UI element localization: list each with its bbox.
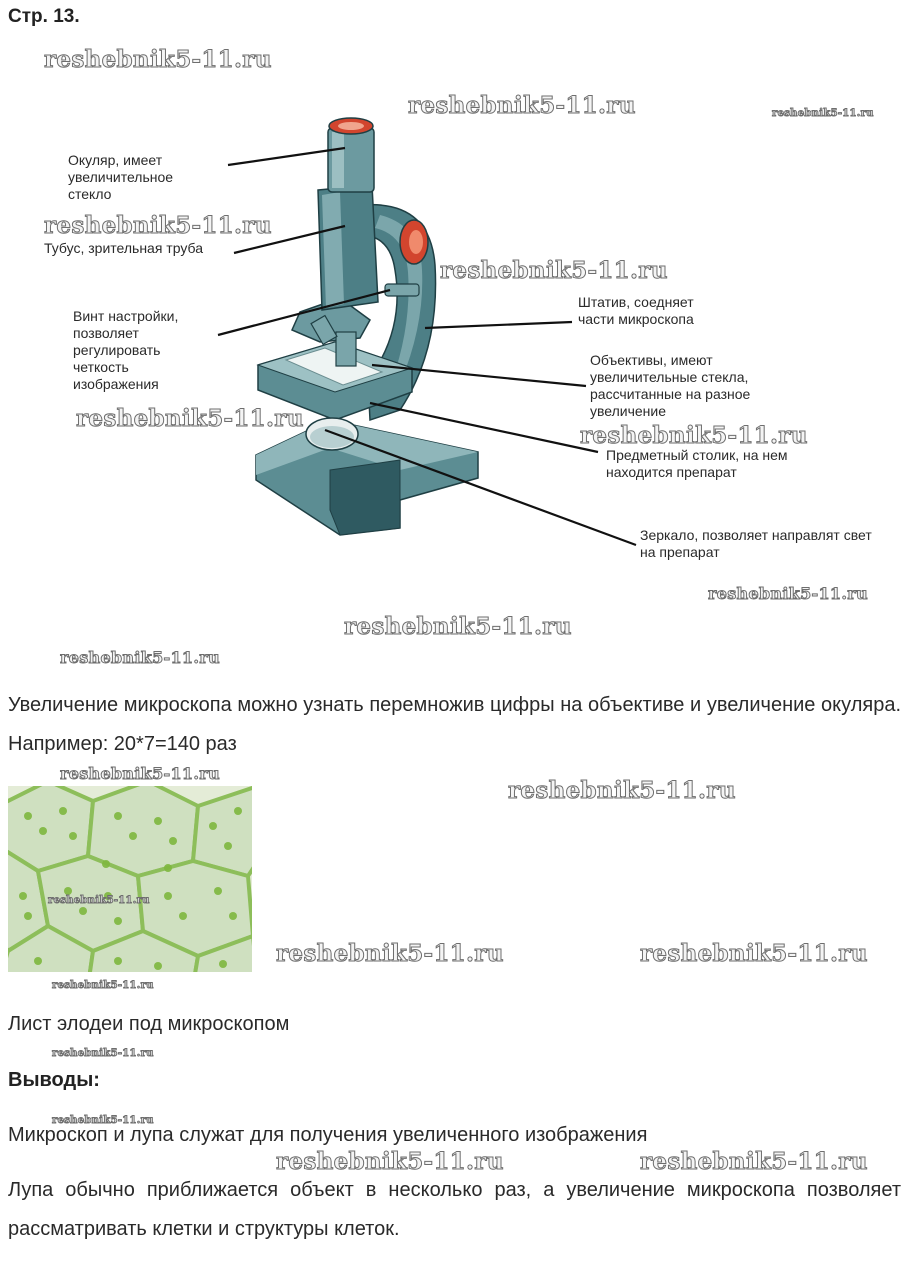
watermark: reshebnik5-11.ru	[708, 584, 868, 603]
watermark: reshebnik5-11.ru	[52, 1048, 154, 1059]
watermark: reshebnik5-11.ru	[44, 212, 272, 239]
watermark: reshebnik5-11.ru	[276, 1148, 504, 1175]
label-mirror: Зеркало, позволяет направлят свет на препарат	[640, 527, 872, 560]
elodea-cells-image	[8, 786, 252, 972]
label-tube: Тубус, зрительная труба	[44, 240, 203, 256]
watermark: reshebnik5-11.ru	[60, 648, 220, 667]
watermark: reshebnik5-11.ru	[440, 257, 668, 284]
watermark: reshebnik5-11.ru	[52, 1115, 154, 1126]
page-label: Стр. 13.	[8, 6, 80, 27]
conclusions-heading: Выводы:	[8, 1069, 100, 1091]
watermark: reshebnik5-11.ru	[640, 940, 868, 967]
label-focus-screw: Винт настройки, позволяет регулировать четкость изображения	[73, 308, 179, 392]
watermark: reshebnik5-11.ru	[76, 405, 304, 432]
label-stage: Предметный столик, на нем находится препарат	[606, 447, 788, 480]
conclusion-2: Лупа обычно приближается объект в несколько раз, а увеличение микроскопа позволяет рассматривать клетки и структуры клеток.	[8, 1179, 901, 1240]
watermark: reshebnik5-11.ru	[508, 777, 736, 804]
watermark: reshebnik5-11.ru	[52, 980, 154, 991]
label-objectives: Объективы, имеют увеличительные стекла, рассчитанные на разное увеличение	[590, 352, 751, 419]
watermark: reshebnik5-11.ru	[344, 613, 572, 640]
magnification-paragraph: Увеличение микроскопа можно узнать перемножив цифры на объективе и увеличение окуляра. Например: 20*7=140 раз	[8, 694, 901, 755]
watermark: reshebnik5-11.ru	[640, 1148, 868, 1175]
photo-caption: Лист элодеи под микроскопом	[8, 1013, 290, 1035]
watermark: reshebnik5-11.ru	[408, 92, 636, 119]
elodea-photo	[8, 786, 252, 972]
label-stand: Штатив, соедняет части микроскопа	[578, 294, 694, 327]
watermark: reshebnik5-11.ru	[276, 940, 504, 967]
watermark: reshebnik5-11.ru	[48, 895, 150, 906]
watermark: reshebnik5-11.ru	[580, 422, 808, 449]
conclusion-1: Микроскоп и лупа служат для получения увеличенного изображения	[8, 1124, 648, 1146]
watermark: reshebnik5-11.ru	[60, 764, 220, 783]
watermark: reshebnik5-11.ru	[44, 46, 272, 73]
watermark: reshebnik5-11.ru	[772, 108, 874, 119]
label-ocular: Окуляр, имеет увеличительное стекло	[68, 152, 174, 202]
microscope-diagram	[0, 0, 913, 600]
